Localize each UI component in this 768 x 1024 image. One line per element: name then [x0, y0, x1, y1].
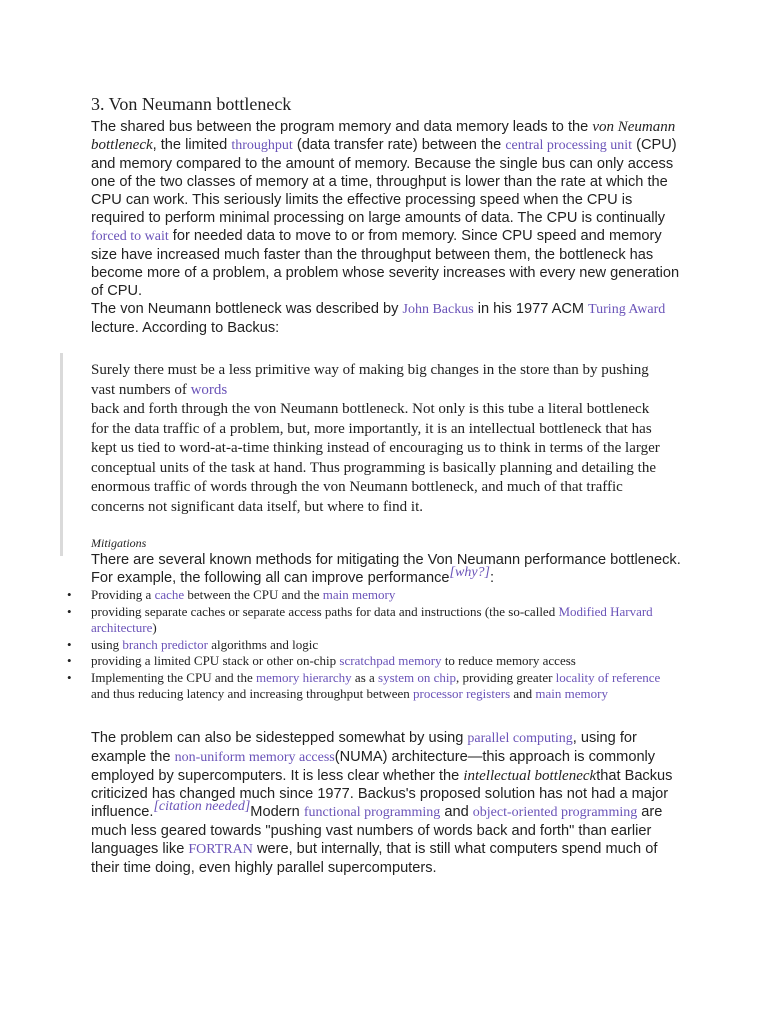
link-john-backus[interactable]: John Backus — [402, 302, 474, 317]
why-note[interactable]: [why?] — [449, 565, 490, 581]
link-locality-of-reference[interactable]: locality of reference — [555, 669, 661, 685]
link-main-memory[interactable]: main memory — [322, 587, 396, 602]
bullet-icon: • — [67, 603, 72, 619]
section-heading: 3. Von Neumann bottleneck — [91, 94, 292, 114]
list-item: • Implementing the CPU and the memory hierarchy as a system on chip, providing greater locality of reference and thus reducing latency and increasing throughput between processor registers and main memory — [67, 669, 661, 701]
link-branch-predictor[interactable]: branch predictor — [122, 636, 208, 652]
bullet-icon: • — [67, 653, 72, 668]
link-processor-registers[interactable]: processor registers — [413, 686, 511, 701]
list-item: • Providing a cache between the CPU and the main memory — [67, 587, 396, 602]
mitigations-list — [67, 587, 681, 703]
paragraph-bottleneck: The shared bus between the program memory and data memory leads to the von Neumann bottleneck, the limited throughput (data transfer rate) between the central processing unit (CPU) and memory compared to the amount of memory. Because the single bus can only access one of the two classes of memory at a time, throughput is lower than the rate at which the CPU can work. This seriously limits the effective processing speed when the CPU is required to perform minimal processing on large amounts of data. The CPU is continually forced to wait for needed data to move to or from memory. Since CPU speed and memory size have increased much faster than the throughput between them, the bottleneck has become more of a problem, a problem whose severity increases with every new generation of CPU. — [91, 119, 680, 299]
list-item: • using branch predictor algorithms and logic — [67, 636, 319, 652]
bullet-icon: • — [67, 669, 72, 685]
link-main-memory-2[interactable]: main memory — [535, 686, 608, 701]
link-scratchpad-memory[interactable]: scratchpad memory — [339, 653, 442, 668]
link-memory-hierarchy[interactable]: memory hierarchy — [256, 669, 352, 685]
link-words[interactable]: words — [190, 381, 228, 398]
term-von-neumann-bottleneck: von Neumann bottleneck — [91, 119, 676, 153]
link-turing-award[interactable]: Turing Award — [588, 302, 666, 317]
citation-needed-note[interactable]: [citation needed] — [153, 798, 251, 814]
mitigations-intro: There are several known methods for mitigating the Von Neumann performance bottleneck. For example, the following all can improve performance[why?]: — [91, 552, 681, 586]
link-system-on-chip[interactable]: system on chip — [378, 669, 457, 685]
paragraph-backus: The von Neumann bottleneck was described by John Backus in his 1977 ACM Turing Award lecture. According to Backus: — [91, 301, 666, 336]
mitigations-heading: Mitigations — [91, 536, 147, 550]
link-cache[interactable]: cache — [154, 587, 185, 602]
quote-bar — [60, 353, 63, 556]
backus-quote: Surely there must be a less primitive way of making big changes in the store than by pushing vast numbers of words back and forth through the von Neumann bottleneck. Not only is this tube a literal bottleneck for the data traffic of a problem, but, more importantly, it is an intellectual bottleneck that has kept us tied to word-at-a-time thinking instead of encouraging us to think in terms of the larger conceptual units of the task at hand. Thus programming is basically planning and detailing the enormous traffic of words through the von Neumann bottleneck, and much of that traffic concerns not significant data itself, but where to find it. — [91, 362, 660, 515]
link-object-oriented-programming[interactable]: object-oriented programming — [472, 804, 638, 820]
list-item: • providing separate caches or separate access paths for data and instructions (the so-called Modified Harvard architecture) — [67, 603, 653, 635]
link-forced-to-wait[interactable]: forced to wait — [91, 229, 169, 244]
blockquote — [91, 361, 681, 517]
link-modified-harvard-architecture[interactable]: Modified Harvard architecture — [91, 603, 653, 635]
link-throughput[interactable]: throughput — [231, 138, 293, 153]
paragraph-closing: The problem can also be sidestepped somewhat by using parallel computing, using for example the non-uniform memory access(NUMA) architecture—this approach is commonly employed by supercomputers. It is less clear whether the intellectual bottleneckthat Backus criticized has changed much since 1977. Backus's proposed solution has not had a major influence.[citation needed]Modern functional programming and object-oriented programming are much less geared towards "pushing vast numbers of words back and forth" than earlier languages like FORTRAN were, but internally, that is still what computers spend much of their time doing, even highly parallel supercomputers. — [91, 729, 673, 876]
link-numa[interactable]: non-uniform memory access — [174, 749, 335, 765]
link-central-processing-unit[interactable]: central processing unit — [505, 138, 633, 153]
link-functional-programming[interactable]: functional programming — [303, 804, 441, 820]
article — [67, 94, 681, 877]
link-fortran[interactable]: FORTRAN — [188, 841, 253, 857]
list-item: • providing a limited CPU stack or other on-chip scratchpad memory to reduce memory access — [67, 653, 576, 668]
term-intellectual-bottleneck: intellectual bottleneck — [463, 767, 597, 784]
bullet-icon: • — [67, 636, 72, 652]
link-parallel-computing[interactable]: parallel computing — [467, 730, 573, 746]
bullet-icon: • — [67, 587, 72, 602]
